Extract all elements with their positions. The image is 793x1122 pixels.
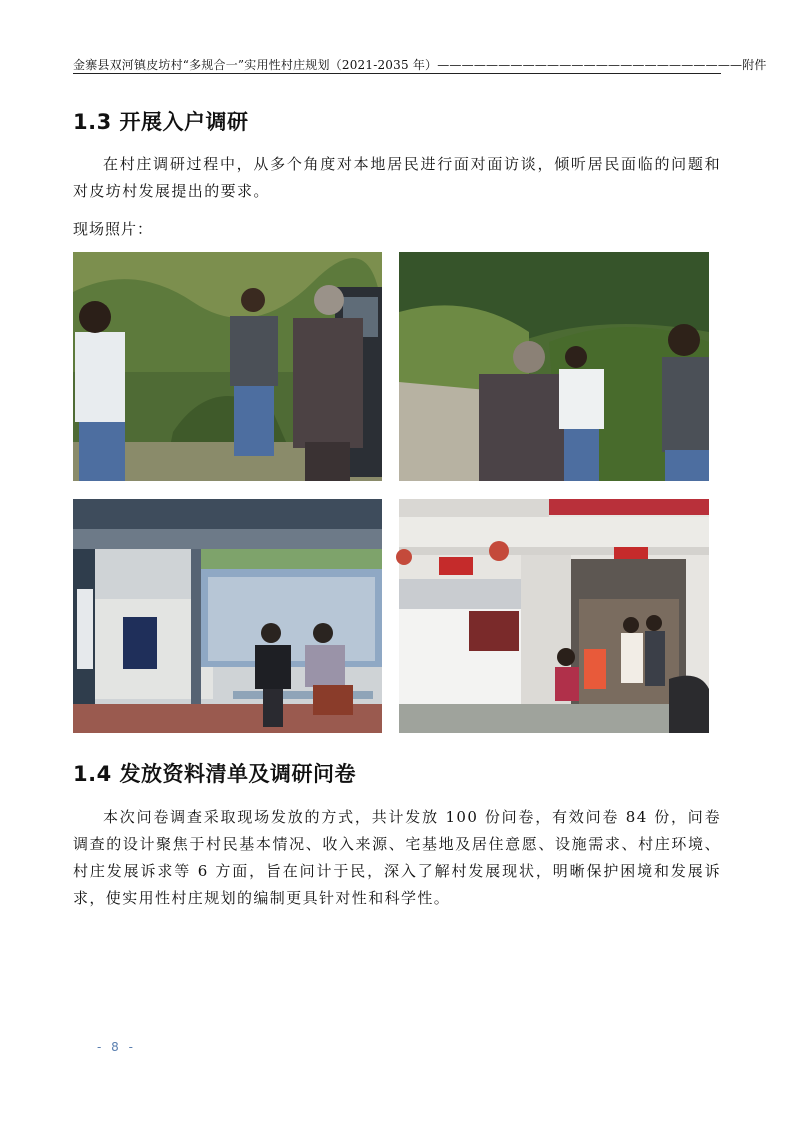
photo-bus-stop: [73, 499, 382, 733]
header-dashes: —————————————————————————: [437, 58, 743, 72]
section-1-3-paragraph: 在村庄调研过程中，从多个角度对本地居民进行面对面访谈，倾听居民面临的问题和对皮坊村发展提出的要求。: [73, 155, 721, 200]
header-rule: [73, 73, 721, 74]
photo-roadside-interview-2: [399, 252, 709, 481]
page-number: - 8 -: [97, 1040, 136, 1054]
photos-label: 现场照片：: [73, 220, 154, 238]
section-heading-1-3: 1.3 开展入户调研: [73, 110, 249, 134]
header-title: 金寨县双河镇皮坊村“多规合一”实用性村庄规划（2021-2035 年）: [73, 58, 438, 72]
section-1-4-paragraph: 本次问卷调查采取现场发放的方式，共计发放 100 份问卷，有效问卷 84 份，问卷调查的设计聚焦于村民基本情况、收入来源、宅基地及居住意愿、设施需求、村庄环境、村庄发展诉求等 6 方面，旨在问计于民，深入了解村发展现状，明晰保护困境和发展诉求，使实用性村庄规划的编制更具针对性和科学性。: [73, 808, 721, 907]
running-header: [73, 56, 767, 74]
header-suffix: 附件: [742, 58, 767, 72]
photo-shopfront: [399, 499, 709, 733]
section-heading-1-4: 1.4 发放资料清单及调研问卷: [73, 762, 357, 786]
photo-roadside-interview-1: [73, 252, 382, 481]
